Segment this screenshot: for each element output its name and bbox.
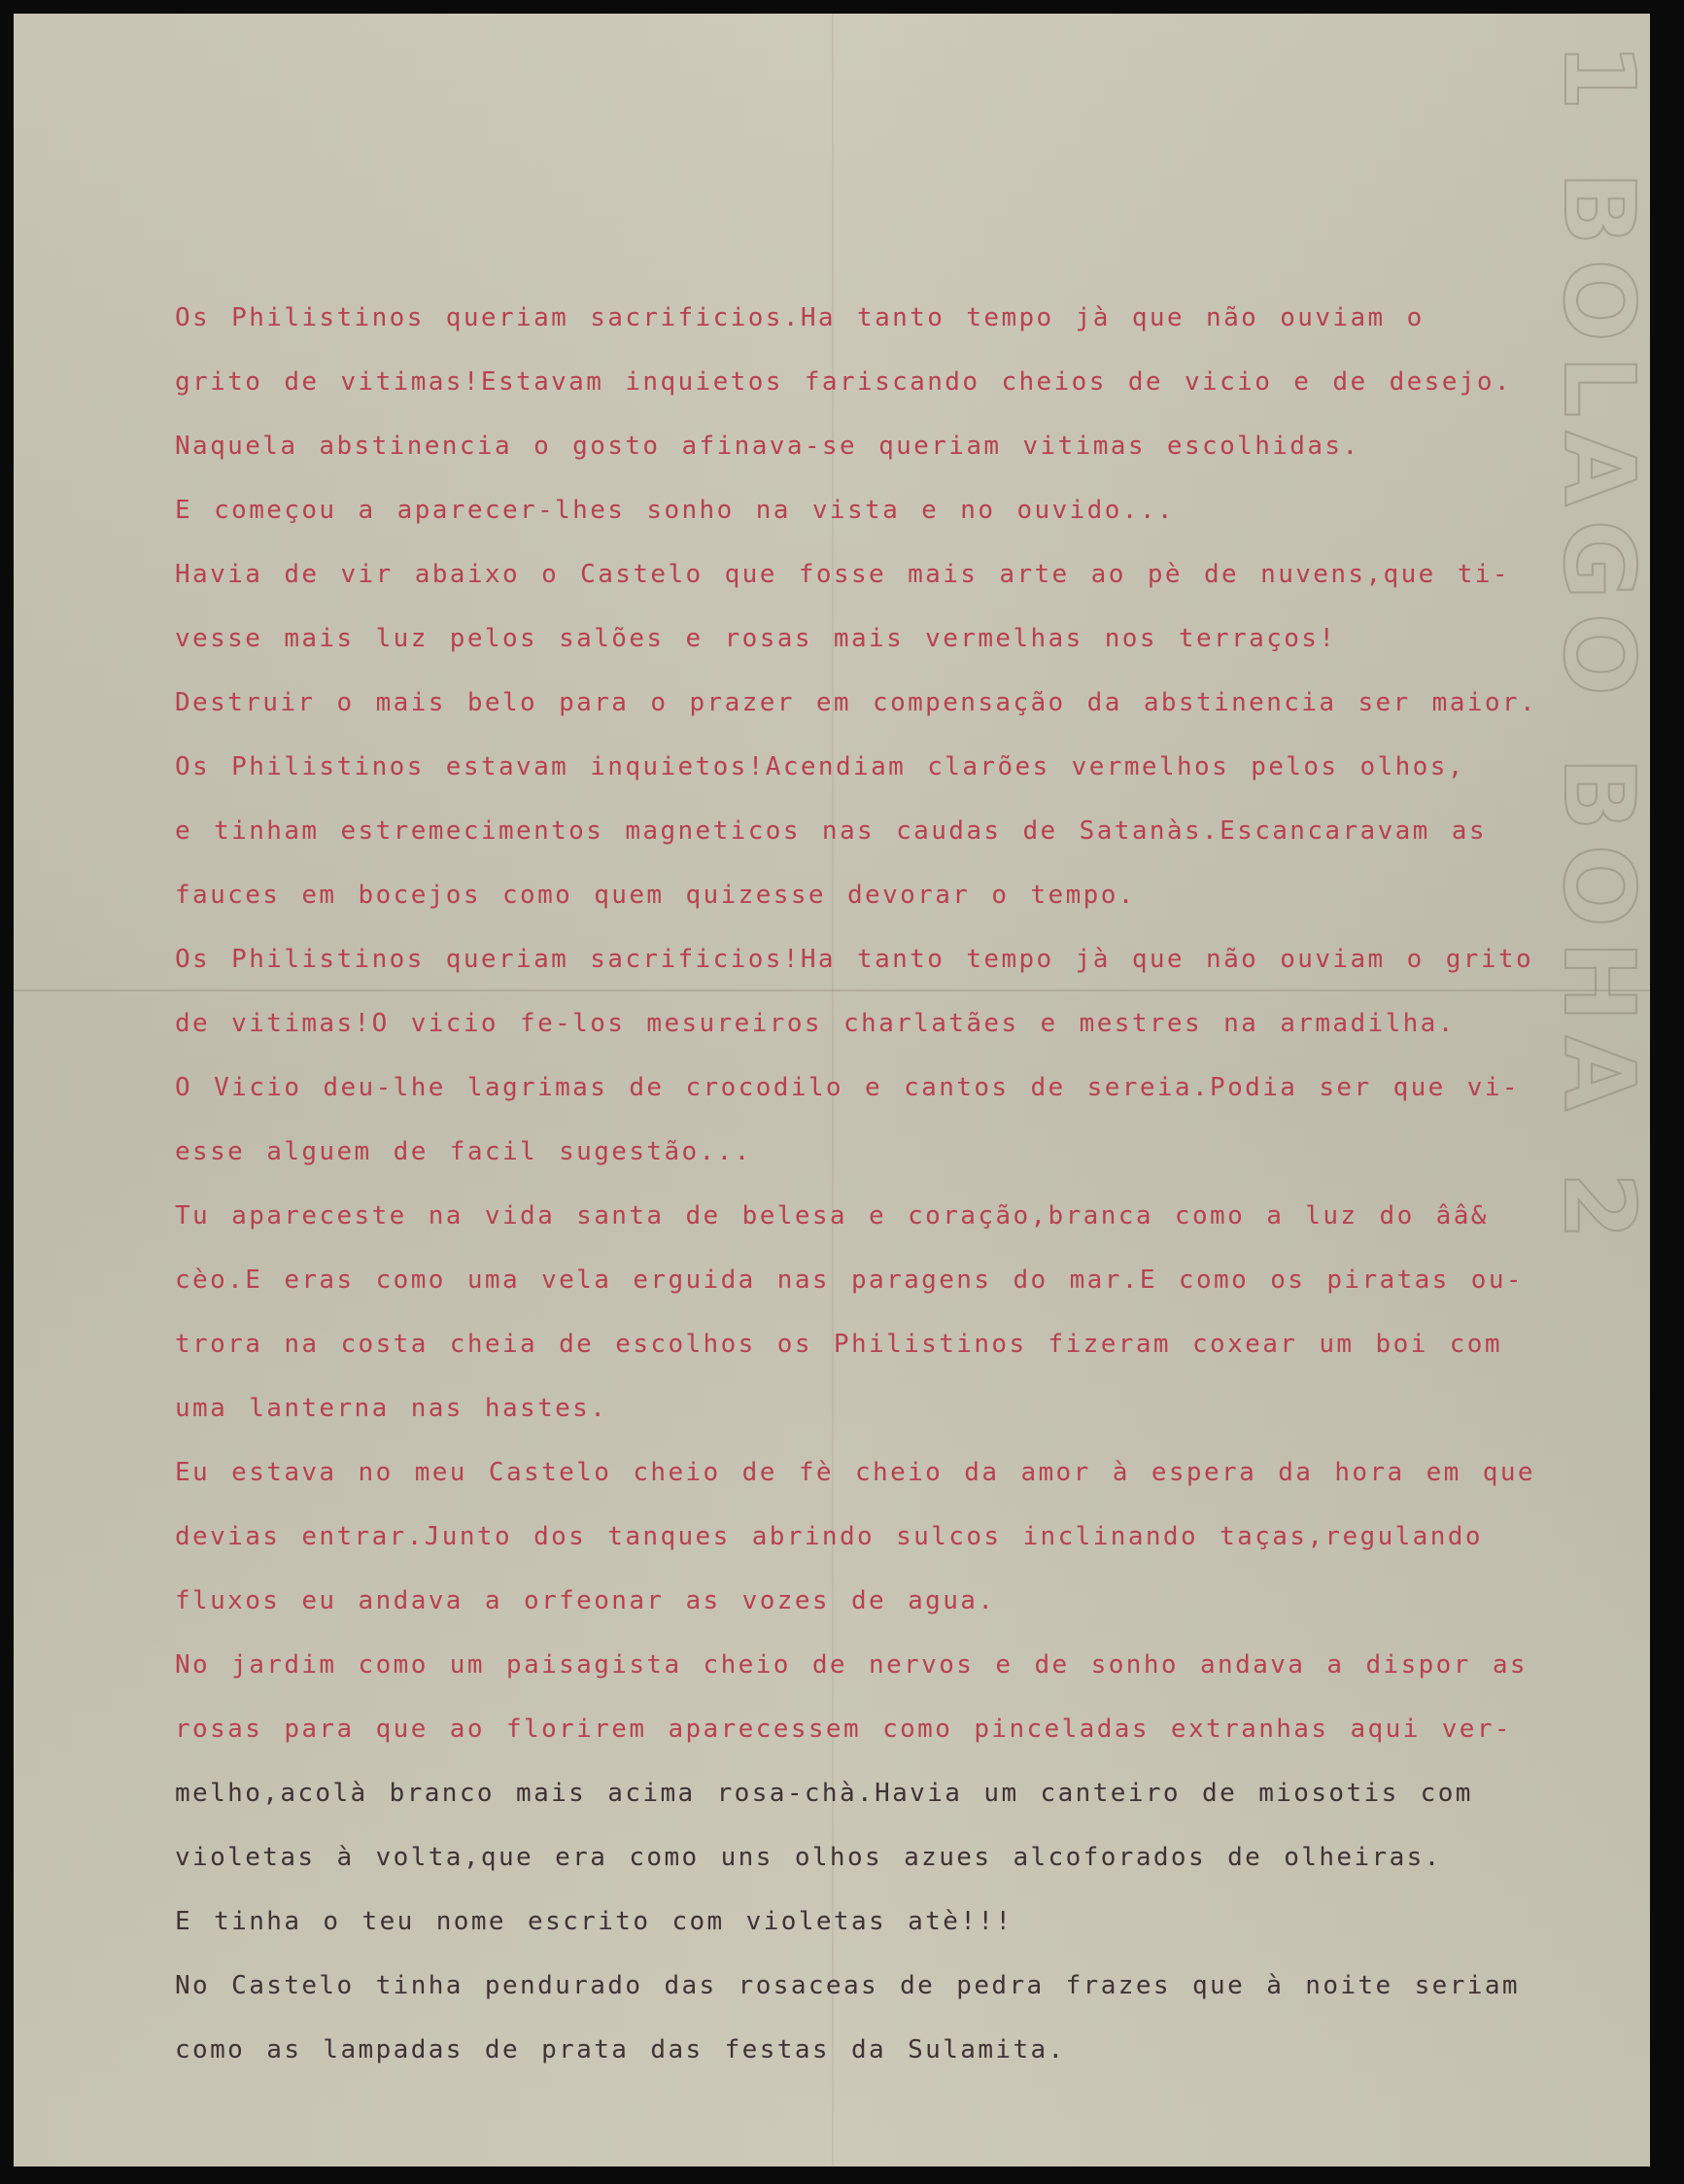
- text-line-8: Os Philistinos estavam inquietos!Acendiam clarões vermelhos pelos olhos,: [175, 752, 1465, 781]
- text-line-2: grito de vitimas!Estavam inquietos fariscando cheios de vicio e de desejo.: [175, 367, 1512, 397]
- typed-text-body: [14, 14, 1656, 2167]
- text-line-25: violetas à volta,que era como uns olhos azues alcoforados de olheiras.: [175, 1843, 1442, 1872]
- text-line-18: uma lanterna nas hastes.: [175, 1394, 608, 1423]
- text-line-6: vesse mais luz pelos salões e rosas mais vermelhas nos terraços!: [175, 624, 1337, 653]
- text-line-26: E tinha o teu nome escrito com violetas atè!!!: [175, 1907, 1014, 1936]
- text-line-15: Tu apareceste na vida santa de belesa e coração,branca como a luz do ââ&: [175, 1201, 1489, 1231]
- typed-page: [14, 14, 1656, 2167]
- text-line-23: rosas para que ao florirem aparecessem como pinceladas extranhas aqui ver-: [175, 1715, 1512, 1744]
- text-line-24: melho,acolà branco mais acima rosa-chà.Havia um canteiro de miosotis com: [175, 1779, 1473, 1808]
- text-line-3: Naquela abstinencia o gosto afinava-se queriam vitimas escolhidas.: [175, 432, 1360, 461]
- text-line-12: de vitimas!O vicio fe-los mesureiros charlatães e mestres na armadilha.: [175, 1009, 1456, 1038]
- text-line-28: como as lampadas de prata das festas da Sulamita.: [175, 2035, 1066, 2064]
- text-line-4: E começou a aparecer-lhes sonho na vista e no ouvido...: [175, 496, 1175, 525]
- text-line-16: cèo.E eras como uma vela erguida nas paragens do mar.E como os piratas ou-: [175, 1265, 1524, 1295]
- text-line-9: e tinham estremecimentos magneticos nas caudas de Satanàs.Escancaravam as: [175, 816, 1487, 846]
- watermark-stamp: 1 BOLAGO BOHA 2: [1542, 43, 1656, 1254]
- text-line-21: fluxos eu andava a orfeonar as vozes de agua.: [175, 1586, 996, 1615]
- text-line-13: O Vicio deu-lhe lagrimas de crocodilo e cantos de sereia.Podia ser que vi-: [175, 1073, 1520, 1102]
- text-line-14: esse alguem de facil sugestão...: [175, 1137, 752, 1166]
- text-line-10: fauces em bocejos como quem quizesse devorar o tempo.: [175, 881, 1136, 910]
- text-line-19: Eu estava no meu Castelo cheio de fè cheio da amor à espera da hora em que: [175, 1458, 1535, 1487]
- text-line-7: Destruir o mais belo para o prazer em compensação da abstinencia ser maior.: [175, 688, 1537, 717]
- text-line-20: devias entrar.Junto dos tanques abrindo sulcos inclinando taças,regulando: [175, 1522, 1483, 1551]
- text-line-5: Havia de vir abaixo o Castelo que fosse mais arte ao pè de nuvens,que ti-: [175, 560, 1510, 589]
- text-line-11: Os Philistinos queriam sacrificios!Ha tanto tempo jà que não ouviam o grito: [175, 945, 1533, 974]
- text-line-1: Os Philistinos queriam sacrificios.Ha tanto tempo jà que não ouviam o: [175, 303, 1425, 332]
- text-line-17: trora na costa cheia de escolhos os Philistinos fizeram coxear um boi com: [175, 1330, 1502, 1359]
- text-line-27: No Castelo tinha pendurado das rosaceas de pedra frazes que à noite seriam: [175, 1971, 1520, 2000]
- text-line-22: No jardim como um paisagista cheio de nervos e de sonho andava a dispor as: [175, 1650, 1528, 1680]
